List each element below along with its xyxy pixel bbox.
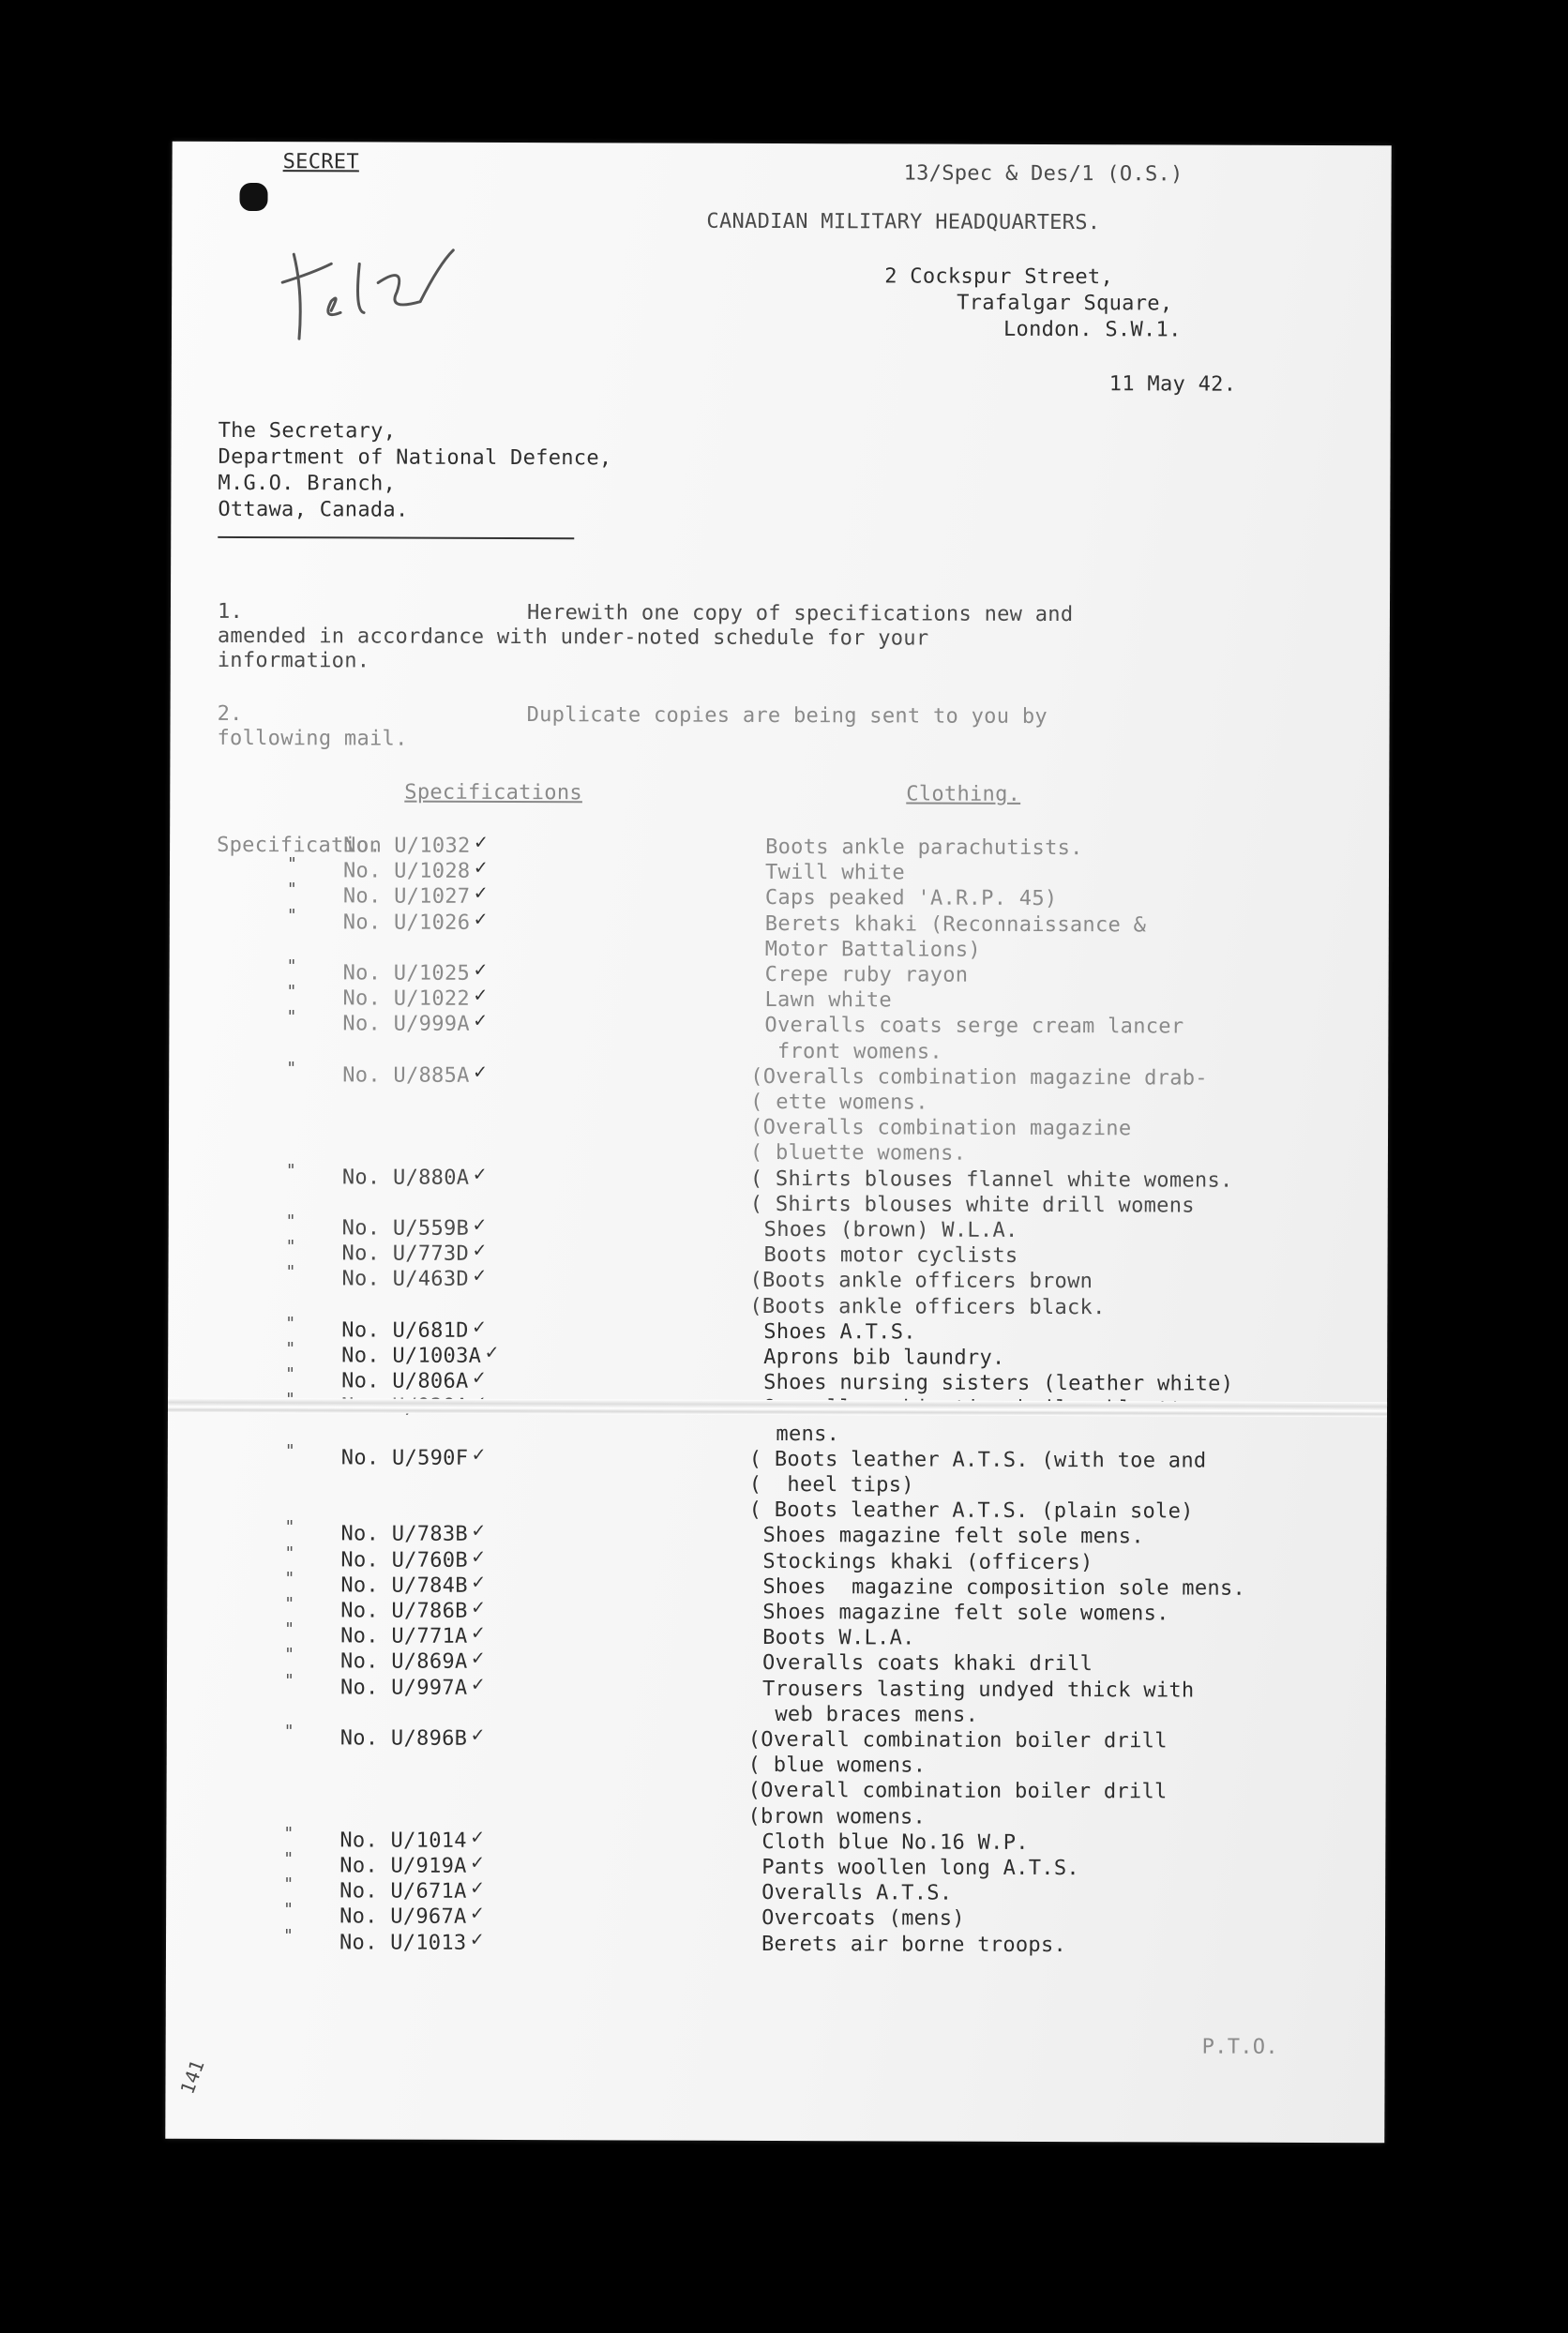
ditto-mark: " (286, 1007, 297, 1028)
clothing-item: ( bluette womens. (749, 1141, 967, 1166)
specification-number: No. U/1022 (342, 986, 471, 1012)
clothing-item: Shoes (brown) W.L.A. (763, 1217, 1018, 1242)
specification-number: No. U/999A (342, 1012, 470, 1037)
specification-number: No. U/880A (341, 1165, 470, 1190)
check-mark-icon: ✓ (472, 1442, 486, 1467)
clothing-item: ( Shirts blouses white drill womens (749, 1192, 1195, 1218)
clothing-item: (Overalls combination magazine drab- (750, 1064, 1208, 1091)
clothing-item: Pants woollen long A.T.S. (761, 1855, 1079, 1881)
clothing-item: ( Shirts blouses flannel white womens. (749, 1166, 1233, 1193)
specification-number: No. U/559B (341, 1216, 470, 1241)
ditto-mark: " (284, 1619, 295, 1640)
check-mark-icon: ✓ (485, 1340, 499, 1364)
clothing-item: Boots W.L.A. (762, 1626, 915, 1650)
clothing-item: (Boots ankle officers black. (749, 1294, 1106, 1319)
clothing-item: Boots motor cyclists (763, 1243, 1018, 1269)
paragraph-2-line: following mail. (217, 726, 408, 751)
specification-number: No. U/671A (339, 1879, 467, 1904)
clothing-item: Overcoats (mens) (761, 1906, 965, 1932)
specification-number: No. U/590F (340, 1446, 469, 1470)
clothing-item: Trousers lasting undyed thick with (761, 1677, 1195, 1703)
ditto-mark: " (283, 1849, 294, 1870)
ditto-mark: " (283, 1823, 294, 1844)
ditto-mark: " (286, 854, 297, 875)
clothing-item: Berets air borne troops. (761, 1932, 1067, 1957)
specification-number: No. U/783B (340, 1522, 469, 1547)
paragraph-1-number: 1. (217, 599, 244, 625)
clothing-item: Shoes magazine felt sole mens. (762, 1524, 1144, 1549)
address-line-3: London. S.W.1. (1003, 317, 1182, 342)
clothing-item: ( blue womens. (747, 1754, 927, 1778)
specification-number: No. U/1013 (339, 1930, 467, 1955)
specification-prefix: Specification (217, 833, 383, 858)
check-mark-icon: ✓ (473, 1264, 487, 1288)
ditto-mark: " (283, 1874, 294, 1895)
ditto-mark: " (286, 880, 297, 900)
clothing-item: Crepe ruby rayon (764, 962, 969, 987)
check-mark-icon: ✓ (474, 907, 488, 931)
clothing-item: Shoes nursing sisters (leather white) (763, 1371, 1234, 1396)
clothing-item: ( Boots leather A.T.S. (with toe and (748, 1447, 1207, 1473)
handwritten-file-annotation (265, 207, 482, 358)
ditto-mark: " (283, 1925, 294, 1946)
check-mark-icon: ✓ (471, 1672, 485, 1696)
specification-number: No. U/786B (340, 1599, 468, 1623)
paragraph-1-line: amended in accordance with under-noted schedule for your (217, 624, 929, 651)
paragraph-2-line: Duplicate copies are being sent to you by (526, 703, 1048, 729)
recipient-line-2: Department of National Defence, (218, 444, 612, 471)
check-mark-icon: ✓ (474, 881, 488, 906)
paragraph-2-number: 2. (217, 701, 243, 727)
clothing-heading: Clothing. (906, 782, 1021, 806)
ditto-mark: " (285, 1364, 296, 1385)
organization-heading: CANADIAN MILITARY HEADQUARTERS. (706, 209, 1101, 235)
check-mark-icon: ✓ (471, 1825, 485, 1849)
clothing-item: (Overall combination boiler drill (747, 1779, 1168, 1804)
clothing-item: Overalls coats serge cream lancer (764, 1014, 1184, 1039)
clothing-item: Lawn white (764, 988, 893, 1013)
specification-number: No. U/896B (339, 1726, 468, 1751)
paragraph-1-line: information. (217, 648, 370, 673)
ditto-mark: " (284, 1517, 295, 1538)
clothing-item: ( ette womens. (750, 1090, 928, 1115)
clothing-item: Caps peaked 'A.R.P. 45) (764, 886, 1058, 911)
specification-number: No. U/681D (341, 1318, 469, 1343)
check-mark-icon: ✓ (474, 984, 488, 1008)
classification-label: SECRET (282, 150, 359, 174)
ditto-mark: " (286, 982, 297, 1002)
ditto-mark: " (284, 1568, 295, 1588)
specification-number: No. U/1014 (339, 1829, 467, 1853)
clothing-item: Aprons bib laundry. (763, 1345, 1005, 1370)
page-turn-note: P.T.O. (1201, 2035, 1278, 2059)
specification-number: No. U/1028 (342, 859, 471, 884)
address-line-1: 2 Cockspur Street, (884, 264, 1114, 290)
check-mark-icon: ✓ (474, 1009, 488, 1033)
specification-number: No. U/967A (339, 1904, 467, 1930)
ditto-mark: " (285, 1339, 296, 1360)
clothing-item: Overalls A.T.S. (761, 1881, 953, 1905)
ditto-mark: " (285, 1237, 296, 1257)
clothing-item: Twill white (764, 861, 906, 885)
check-mark-icon: ✓ (472, 1519, 486, 1543)
recipient-line-3: M.G.O. Branch, (218, 471, 397, 496)
specification-number: No. U/869A (340, 1649, 468, 1675)
specification-number: No. U/1025 (342, 961, 471, 986)
specification-number: No. U/1003A (341, 1344, 482, 1368)
check-mark-icon: ✓ (475, 830, 488, 854)
specification-number: No. U/919A (339, 1854, 467, 1878)
ditto-mark: " (286, 905, 297, 926)
clothing-item: Shoes magazine composition sole mens. (762, 1574, 1246, 1601)
clothing-item: (brown womens. (747, 1804, 927, 1829)
recipient-line-4: Ottawa, Canada. (218, 497, 409, 522)
check-mark-icon: ✓ (474, 1060, 487, 1084)
clothing-item: mens. (762, 1422, 840, 1446)
check-mark-icon: ✓ (472, 1621, 485, 1646)
clothing-item: front womens. (764, 1039, 943, 1064)
clothing-item: (Overalls combination magazine (750, 1116, 1132, 1141)
ditto-mark: " (285, 1313, 296, 1334)
check-mark-icon: ✓ (471, 1876, 484, 1901)
ditto-mark: " (284, 1543, 295, 1563)
clothing-item: web braces mens. (761, 1702, 979, 1727)
specifications-heading: Specifications (404, 780, 582, 805)
ditto-mark: " (284, 1440, 295, 1461)
recipient-line-1: The Secretary, (218, 418, 397, 444)
specification-number: No. U/806A (341, 1369, 469, 1394)
check-mark-icon: ✓ (472, 1544, 486, 1569)
check-mark-icon: ✓ (472, 1595, 485, 1619)
check-mark-icon: ✓ (473, 1162, 487, 1186)
specification-number: No. U/773D (341, 1242, 470, 1267)
clothing-item: Boots ankle parachutists. (765, 835, 1083, 861)
specification-number: No. U/463D (341, 1267, 469, 1292)
specification-number: No. U/1026 (342, 910, 471, 935)
margin-mark: 141 (175, 2056, 209, 2098)
specification-number: No. U/771A (340, 1624, 468, 1649)
ditto-mark: " (285, 1212, 296, 1232)
reference-number: 13/Spec & Des/1 (O.S.) (903, 161, 1184, 187)
check-mark-icon: ✓ (473, 1315, 486, 1339)
specification-number: No. U/1032 (343, 834, 471, 858)
specification-number: No. U/997A (339, 1675, 468, 1700)
ditto-mark: " (283, 1722, 294, 1742)
check-mark-icon: ✓ (473, 1239, 487, 1263)
check-mark-icon: ✓ (471, 1902, 484, 1926)
check-mark-icon: ✓ (471, 1723, 485, 1747)
clothing-item: Cloth blue No.16 W.P. (761, 1829, 1029, 1855)
clothing-item: (Overall combination boiler drill (747, 1727, 1168, 1754)
clothing-item: Stockings khaki (officers) (762, 1549, 1093, 1574)
clothing-item: Shoes magazine felt sole womens. (762, 1600, 1169, 1626)
specification-number: No. U/1027 (342, 884, 471, 910)
ditto-mark: " (283, 1900, 294, 1920)
check-mark-icon: ✓ (472, 1570, 485, 1594)
check-mark-icon: ✓ (470, 1927, 484, 1951)
ditto-mark: " (284, 1594, 295, 1615)
check-mark-icon: ✓ (474, 957, 488, 982)
ditto-mark: " (284, 1645, 294, 1665)
address-line-2: Trafalgar Square, (957, 291, 1173, 316)
clothing-item: Berets khaki (Reconnaissance & (764, 911, 1147, 937)
recipient-divider (218, 536, 574, 539)
clothing-item: Shoes A.T.S. (763, 1319, 916, 1345)
ditto-mark: " (283, 1670, 294, 1691)
clothing-item: ( heel tips) (748, 1472, 914, 1498)
ditto-mark: " (286, 1058, 297, 1079)
letter-date: 11 May 42. (1108, 372, 1237, 397)
check-mark-icon: ✓ (474, 856, 488, 881)
punch-hole (239, 183, 267, 211)
check-mark-icon: ✓ (473, 1366, 486, 1391)
check-mark-icon: ✓ (471, 1850, 484, 1874)
specification-number: No. U/760B (340, 1547, 468, 1573)
ditto-mark: " (286, 956, 297, 977)
check-mark-icon: ✓ (472, 1647, 485, 1671)
clothing-item: Motor Battalions) (764, 937, 982, 962)
clothing-item: Overalls coats khaki drill (762, 1651, 1093, 1677)
document-page (165, 142, 1391, 2144)
ditto-mark: " (285, 1262, 296, 1283)
clothing-item: ( Boots leather A.T.S. (plain sole) (748, 1498, 1194, 1524)
check-mark-icon: ✓ (473, 1212, 487, 1237)
clothing-item: (Boots ankle officers brown (749, 1269, 1093, 1294)
specification-number: No. U/885A (342, 1063, 470, 1088)
paragraph-1-line: Herewith one copy of specifications new and (526, 601, 1074, 627)
ditto-mark: " (285, 1160, 296, 1181)
specification-number: No. U/784B (340, 1573, 468, 1598)
